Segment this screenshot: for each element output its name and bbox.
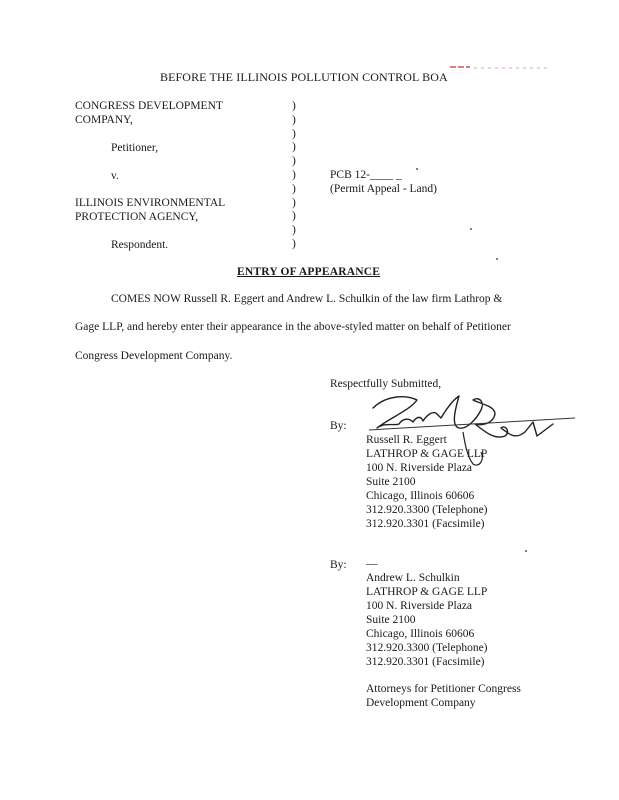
signer2-city: Chicago, Illinois 60606 (366, 628, 475, 640)
by-label-1: By: (330, 420, 347, 432)
paren: ) (292, 224, 296, 237)
body-line-3: Congress Development Company. (75, 350, 233, 362)
red-redaction-mark (450, 66, 548, 70)
body-line-2: Gage LLP, and hereby enter their appearance in the above-styled matter on behalf of Petitioner (75, 321, 511, 333)
caption-paren-column (292, 100, 296, 252)
respondent-role: Respondent. (111, 239, 169, 251)
paren: ) (292, 182, 296, 195)
by-label-2: By: (330, 559, 347, 571)
petitioner-role: Petitioner, (111, 142, 159, 154)
scan-speck (416, 168, 418, 170)
petitioner-name-line1: CONGRESS DEVELOPMENT (75, 100, 223, 112)
signer2-address2: Suite 2100 (366, 614, 416, 626)
signer1-address2: Suite 2100 (366, 476, 416, 488)
respondent-name-line2: PROTECTION AGENCY, (75, 211, 199, 223)
signer1-address1: 100 N. Riverside Plaza (366, 462, 473, 474)
signer2-phone: 312.920.3300 (Telephone) (366, 642, 488, 654)
paren: ) (292, 168, 296, 181)
paren: ) (292, 210, 296, 223)
case-type: (Permit Appeal - Land) (330, 183, 437, 195)
signer2-firm: LATHROP & GAGE LLP (366, 586, 488, 598)
closing: Respectfully Submitted, (330, 378, 442, 390)
paren: ) (292, 141, 296, 154)
paren: ) (292, 113, 296, 126)
petitioner-name-line2: COMPANY, (75, 114, 133, 126)
paren: ) (292, 127, 296, 140)
signer2-fax: 312.920.3301 (Facsimile) (366, 656, 485, 668)
signer1-fax: 312.920.3301 (Facsimile) (366, 518, 485, 530)
signer2-address1: 100 N. Riverside Plaza (366, 600, 473, 612)
court-header: BEFORE THE ILLINOIS POLLUTION CONTROL BOA (160, 70, 448, 84)
paren: ) (292, 196, 296, 209)
signer2-name: Andrew L. Schulkin (366, 572, 460, 584)
document-title: ENTRY OF APPEARANCE (237, 266, 381, 278)
signer1-phone: 312.920.3300 (Telephone) (366, 504, 488, 516)
body-line-1: COMES NOW Russell R. Eggert and Andrew L. Schulkin of the law firm Lathrop & (111, 293, 503, 305)
respondent-name-line1: ILLINOIS ENVIRONMENTAL (75, 197, 226, 209)
paren: ) (292, 100, 296, 112)
paren: ) (292, 155, 296, 168)
case-number: PCB 12-____ _ (330, 169, 402, 181)
attorneys-for-line2: Development Company (366, 697, 476, 709)
scan-speck (470, 228, 472, 230)
versus: v. (111, 170, 119, 182)
signer1-name: Russell R. Eggert (366, 434, 447, 446)
signer1-city: Chicago, Illinois 60606 (366, 490, 475, 502)
attorneys-for-line1: Attorneys for Petitioner Congress (366, 683, 521, 695)
paren: ) (292, 237, 296, 250)
scan-speck (496, 258, 498, 260)
signature-blank-line: __ (366, 554, 378, 566)
scan-speck (525, 550, 527, 552)
signer1-firm: LATHROP & GAGE LLP (366, 448, 488, 460)
